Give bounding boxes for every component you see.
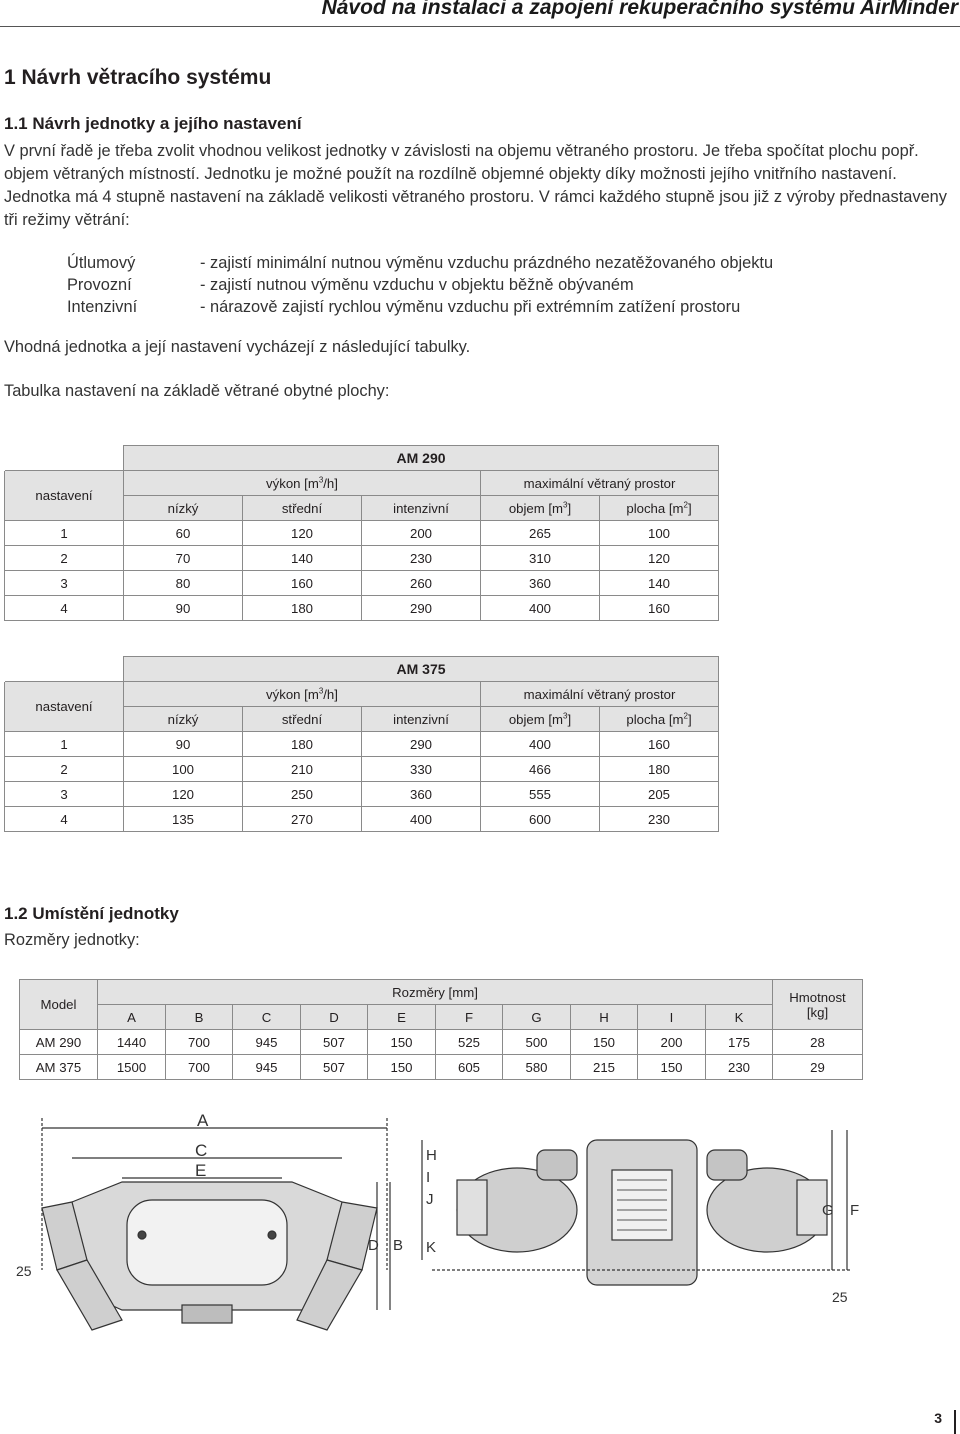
- mode-row: [67, 252, 773, 274]
- table-header-row: [5, 682, 719, 707]
- table-cell: 4: [5, 596, 124, 621]
- table-cell: 100: [124, 757, 243, 782]
- table-cell: 265: [481, 521, 600, 546]
- header-objem: objem $[m^3]$: [481, 496, 600, 521]
- table-cell: 140: [243, 546, 362, 571]
- table-cell: 90: [124, 732, 243, 757]
- blank-cell: [5, 446, 124, 471]
- table-row: [5, 521, 719, 546]
- table-cell: 210: [243, 757, 362, 782]
- table-cell: 120: [243, 521, 362, 546]
- mode-description: - zajistí nutnou výměnu vzduchu v objektu běžně obývaném: [200, 276, 634, 294]
- table-title-row: [5, 446, 719, 471]
- header-rule: [0, 26, 960, 27]
- table-cell: 160: [600, 596, 719, 621]
- table-cell: 400: [362, 807, 481, 832]
- table-cell: 260: [362, 571, 481, 596]
- mode-row: [67, 274, 773, 296]
- document-header-title: Návod na instalaci a zapojení rekuperačního systému AirMinder: [321, 0, 958, 19]
- table-cell: 555: [481, 782, 600, 807]
- table-row: [5, 732, 719, 757]
- header-plocha: plocha $[m^2]$: [600, 707, 719, 732]
- table-row: [20, 1055, 863, 1080]
- table-cell: 150: [368, 1055, 436, 1080]
- table-cell: 2: [5, 757, 124, 782]
- table-cell: 580: [503, 1055, 571, 1080]
- table-row: [5, 757, 719, 782]
- subsection-heading-placement: 1.2 Umístění jednotky: [4, 904, 179, 923]
- ventilation-modes-list: [67, 252, 773, 318]
- table-cell: 1500: [98, 1055, 166, 1080]
- table-cell: 90: [124, 596, 243, 621]
- header-nizky: nízký: [124, 496, 243, 521]
- table-cell: 400: [481, 732, 600, 757]
- table-cell: 2: [5, 546, 124, 571]
- table-cell: AM 375: [20, 1055, 98, 1080]
- header-letter: F: [436, 1005, 503, 1030]
- header-nastaveni: nastavení: [5, 682, 124, 732]
- section-heading: 1 Návrh větracího systému: [4, 66, 272, 89]
- table-cell: 310: [481, 546, 600, 571]
- table-cell: 945: [233, 1055, 301, 1080]
- dimensions-caption: Rozměry jednotky:: [4, 931, 140, 949]
- table-cell: 500: [503, 1030, 571, 1055]
- table-cell: 290: [362, 596, 481, 621]
- screw-icon: [138, 1231, 146, 1239]
- table-cell: 70: [124, 546, 243, 571]
- table-cell: 600: [481, 807, 600, 832]
- label-c: C: [195, 1141, 208, 1160]
- table-cell: 100: [600, 521, 719, 546]
- table-cell: 3: [5, 571, 124, 596]
- table-cell: 135: [124, 807, 243, 832]
- table-header-row: [20, 980, 863, 1005]
- table-cell: 28: [773, 1030, 863, 1055]
- table-cell: 150: [368, 1030, 436, 1055]
- table-cell: 230: [362, 546, 481, 571]
- header-stredni: střední: [243, 707, 362, 732]
- table-title-row: [5, 657, 719, 682]
- intro-paragraph: V první řadě je třeba zvolit vhodnou velikost jednotky v závislosti na objemu větraného prostoru. Je třeba spočítat plochu popř. objem větraných místností. Jednotku je možné použít na rozdílně objemné objekty díky možnosti jejího vnitřního nastavení. Jednotka má 4 stupně nastavení na základě velikosti větraného prostoru. V rámci každého stupně jsou již z výroby přednastaveny tři režimy větrání:: [4, 142, 947, 229]
- label-j: J: [426, 1191, 434, 1208]
- unit-foot: [182, 1305, 232, 1323]
- table-cell: 945: [233, 1030, 301, 1055]
- table-cell: 290: [362, 732, 481, 757]
- header-objem: objem $[m^3]$: [481, 707, 600, 732]
- table-cell: 700: [166, 1030, 233, 1055]
- table-cell: 507: [301, 1055, 368, 1080]
- duct-port-left: [457, 1180, 487, 1235]
- dimensions-table: [19, 979, 863, 1080]
- table-cell: 140: [600, 571, 719, 596]
- table-cell: 605: [436, 1055, 503, 1080]
- subsection-heading: 1.1 Návrh jednotky a jejího nastavení: [4, 114, 302, 133]
- table-cell: 150: [638, 1055, 706, 1080]
- settings-table-am290: [4, 445, 719, 621]
- table-cell: 700: [166, 1055, 233, 1080]
- table-cell: 230: [600, 807, 719, 832]
- table-cell: 330: [362, 757, 481, 782]
- duct-port-top-right: [707, 1150, 747, 1180]
- table-row: [5, 596, 719, 621]
- table-cell: 466: [481, 757, 600, 782]
- table-row: [5, 571, 719, 596]
- table-cell: 525: [436, 1030, 503, 1055]
- table-cell: 400: [481, 596, 600, 621]
- header-model: Model: [20, 980, 98, 1030]
- paragraph-unit-selection: Vhodná jednotka a její nastavení vycházejí z následující tabulky.: [4, 338, 471, 356]
- mode-name: Provozní: [67, 276, 132, 294]
- header-stredni: střední: [243, 496, 362, 521]
- page-number-bar: [954, 1410, 956, 1434]
- header-vykon: výkon $[m^3/h]$: [124, 471, 481, 496]
- table-cell: 507: [301, 1030, 368, 1055]
- label-k: K: [426, 1239, 437, 1256]
- header-letter: H: [571, 1005, 638, 1030]
- label-25-left: 25: [16, 1263, 32, 1279]
- label-a: A: [197, 1111, 209, 1130]
- label-25-right: 25: [832, 1289, 848, 1305]
- header-nastaveni: nastavení: [5, 471, 124, 521]
- table-cell: 215: [571, 1055, 638, 1080]
- label-f: F: [850, 1202, 860, 1219]
- table-row: [5, 807, 719, 832]
- table-cell: 230: [706, 1055, 773, 1080]
- table-cell: 250: [243, 782, 362, 807]
- table-cell: 80: [124, 571, 243, 596]
- table-row: [5, 782, 719, 807]
- table-cell: 1: [5, 521, 124, 546]
- table-cell: 29: [773, 1055, 863, 1080]
- header-letter: E: [368, 1005, 436, 1030]
- label-e: E: [195, 1161, 207, 1180]
- blank-cell: [5, 657, 124, 682]
- settings-table-am375: [4, 656, 719, 832]
- header-vykon: výkon $[m^3/h]$: [124, 682, 481, 707]
- table-cell: 360: [362, 782, 481, 807]
- duct-port-top-left: [537, 1150, 577, 1180]
- mode-description: - zajistí minimální nutnou výměnu vzduchu prázdného nezatěžovaného objektu: [200, 254, 774, 272]
- label-h: H: [426, 1147, 437, 1164]
- label-d: D: [368, 1237, 379, 1254]
- header-letter: B: [166, 1005, 233, 1030]
- mode-row: [67, 296, 773, 318]
- header-hmotnost: Hmotnost [kg]: [773, 980, 863, 1030]
- table-cell: 205: [600, 782, 719, 807]
- header-rozmery: Rozměry [mm]: [98, 980, 773, 1005]
- mode-name: Útlumový: [67, 254, 136, 272]
- header-letter: G: [503, 1005, 571, 1030]
- mode-description: - nárazově zajistí rychlou výměnu vzduchu při extrémním zatížení prostoru: [200, 298, 741, 316]
- header-letter: C: [233, 1005, 301, 1030]
- header-plocha: plocha $[m^2]$: [600, 496, 719, 521]
- table-cell: 270: [243, 807, 362, 832]
- table-cell: 200: [362, 521, 481, 546]
- table-title: AM 375: [124, 657, 719, 682]
- table-cell: 1440: [98, 1030, 166, 1055]
- unit-dimension-drawing: [12, 1110, 912, 1340]
- page-number: 3: [934, 1410, 942, 1426]
- header-letter: K: [706, 1005, 773, 1030]
- screw-icon: [268, 1231, 276, 1239]
- table-cell: 180: [600, 757, 719, 782]
- header-nizky: nízký: [124, 707, 243, 732]
- table-cell: 180: [243, 596, 362, 621]
- table-cell: 1: [5, 732, 124, 757]
- table-cell: 180: [243, 732, 362, 757]
- header-max-space: maximální větraný prostor: [481, 682, 719, 707]
- table-cell: 160: [600, 732, 719, 757]
- table-cell: 200: [638, 1030, 706, 1055]
- table-cell: 60: [124, 521, 243, 546]
- header-letter: I: [638, 1005, 706, 1030]
- table-cell: 4: [5, 807, 124, 832]
- table-cell: 160: [243, 571, 362, 596]
- table-cell: 175: [706, 1030, 773, 1055]
- table-title: AM 290: [124, 446, 719, 471]
- header-intenzivni: intenzivní: [362, 496, 481, 521]
- label-b: B: [393, 1237, 404, 1254]
- header-intenzivni: intenzivní: [362, 707, 481, 732]
- label-g: G: [822, 1202, 834, 1219]
- table-header-row: [5, 471, 719, 496]
- table-cell: 3: [5, 782, 124, 807]
- table-row: [20, 1030, 863, 1055]
- header-letter: A: [98, 1005, 166, 1030]
- header-letter: D: [301, 1005, 368, 1030]
- label-i: I: [426, 1169, 431, 1186]
- paragraph-table-intro: Tabulka nastavení na základě větrané obytné plochy:: [4, 382, 390, 400]
- unit-inspection-panel: [127, 1200, 287, 1285]
- table-cell: 120: [600, 546, 719, 571]
- table-cell: 360: [481, 571, 600, 596]
- table-cell: 150: [571, 1030, 638, 1055]
- header-max-space: maximální větraný prostor: [481, 471, 719, 496]
- mode-name: Intenzivní: [67, 298, 138, 316]
- table-subheader-row: [20, 1005, 863, 1030]
- table-cell: 120: [124, 782, 243, 807]
- table-cell: AM 290: [20, 1030, 98, 1055]
- table-row: [5, 546, 719, 571]
